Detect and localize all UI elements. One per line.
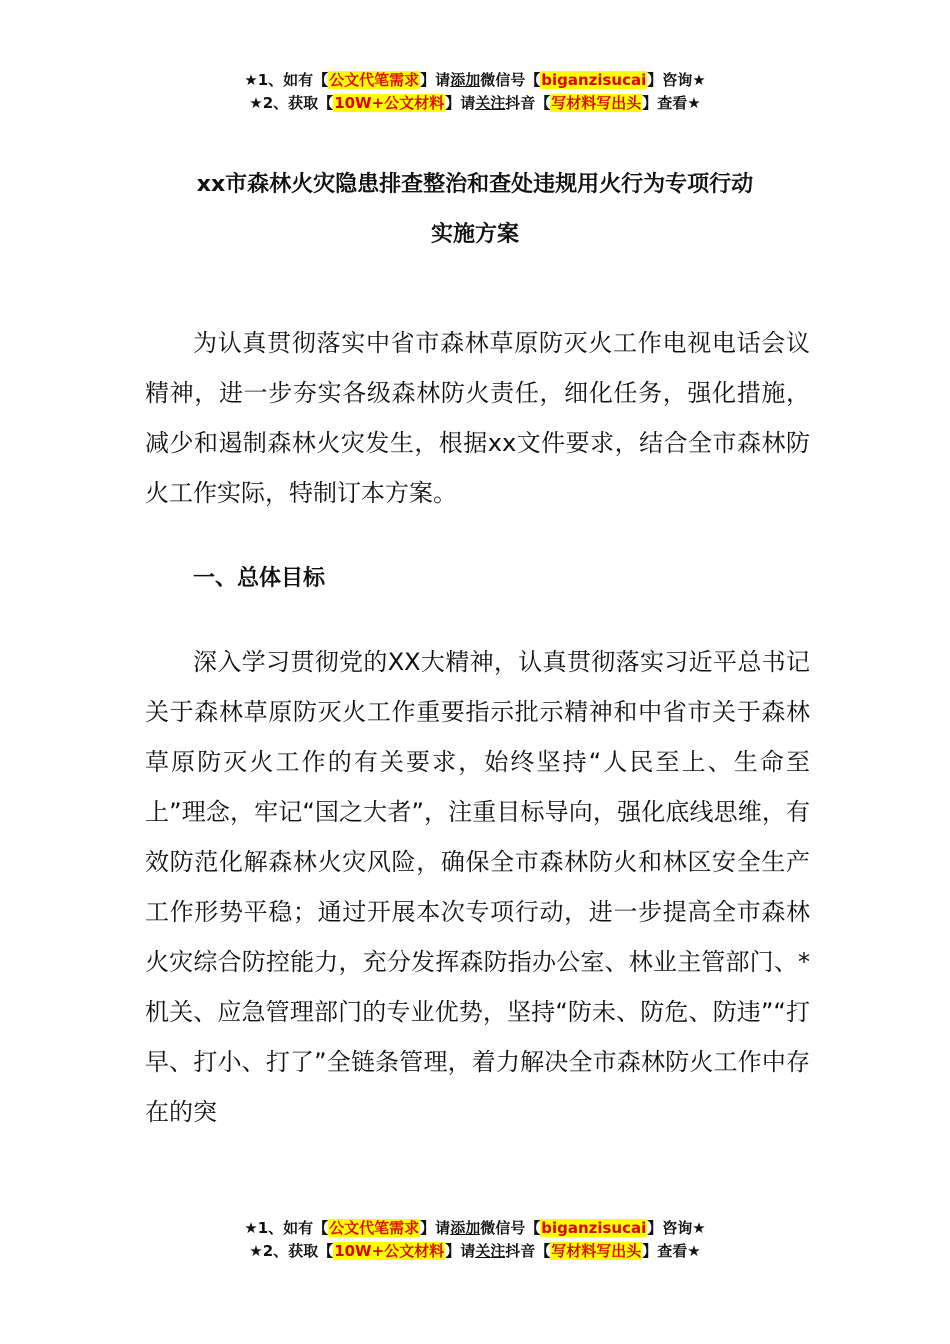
- intro-paragraph: 为认真贯彻落实中省市森林草原防灭火工作电视电话会议精神，进一步夯实各级森林防火责任，细化任务，强化措施，减少和遏制森林火灾发生，根据xx文件要求，结合全市森林防火工作实际，特制订本方案。: [145, 329, 810, 507]
- document-title: [100, 160, 850, 260]
- title-line-2: 实施方案: [430, 222, 519, 247]
- highlight-douyin-id: 写材料写出头: [551, 1242, 642, 1260]
- banner-line-1: ★1、如有【公文代笔需求】请添加微信号【biganzisucai】咨询★: [244, 71, 706, 89]
- banner-line-2: ★2、获取【10W+公文材料】请关注抖音【写材料写出头】查看★: [249, 1242, 701, 1260]
- section-1-body: 深入学习贯彻党的XX大精神，认真贯彻落实习近平总书记关于森林草原防灭火工作重要指示批示精神和中省市关于森林草原防灭火工作的有关要求，始终坚持“人民至上、生命至上”理念，牢记“国之大者”，注重目标导向，强化底线思维，有效防范化解森林火灾风险，确保全市森林防火和林区安全生产工作形势平稳；通过开展本次专项行动，进一步提高全市森林火灾综合防控能力，充分发挥森防指办公室、林业主管部门、*机关、应急管理部门的专业优势，坚持“防未、防危、防违”“打早、打小、打了”全链条管理，着力解决全市森林防火工作中存在的突: [145, 648, 810, 1126]
- highlight-service: 公文代笔需求: [329, 71, 420, 89]
- highlight-wechat-id: biganzisucai: [541, 1219, 647, 1237]
- highlight-materials: 10W+公文材料: [334, 94, 445, 112]
- highlight-materials: 10W+公文材料: [334, 1242, 445, 1260]
- header-ad-banner: [0, 69, 950, 115]
- banner-line-1: ★1、如有【公文代笔需求】请添加微信号【biganzisucai】咨询★: [244, 1219, 706, 1237]
- banner-line-2: ★2、获取【10W+公文材料】请关注抖音【写材料写出头】查看★: [249, 94, 701, 112]
- highlight-service: 公文代笔需求: [329, 1219, 420, 1237]
- title-line-1: xx市森林火灾隐患排查整治和查处违规用火行为专项行动: [196, 172, 754, 197]
- footer-ad-banner: [0, 1217, 950, 1263]
- highlight-wechat-id: biganzisucai: [541, 71, 647, 89]
- highlight-douyin-id: 写材料写出头: [551, 94, 642, 112]
- section-1-heading: 一、总体目标: [193, 566, 326, 591]
